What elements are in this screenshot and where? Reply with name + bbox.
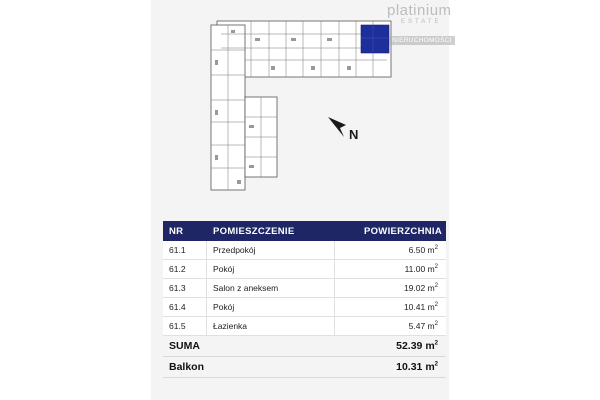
north-label: N xyxy=(349,127,359,142)
table-row xyxy=(163,279,446,298)
row-room: Salon z aneksem xyxy=(207,279,335,297)
summary-row xyxy=(163,357,446,378)
table-summary xyxy=(163,336,446,378)
row-area: 11.00 $m^2$ xyxy=(404,264,438,274)
watermark-logo xyxy=(365,2,453,46)
row-room: Pokój xyxy=(207,298,335,316)
row-room: Łazienka xyxy=(207,317,335,335)
watermark-tag: NIERUCHOMOŚCI xyxy=(389,36,455,45)
table-row xyxy=(163,317,446,336)
row-room: Przedpokój xyxy=(207,241,335,259)
table-row xyxy=(163,298,446,317)
table-body xyxy=(163,241,446,336)
table-header xyxy=(163,221,446,241)
row-nr: 61.4 xyxy=(163,298,207,316)
table-row xyxy=(163,241,446,260)
row-nr: 61.3 xyxy=(163,279,207,297)
header-room: POMIESZCZENIE xyxy=(213,225,295,237)
header-area: POWIERZCHNIA xyxy=(363,225,442,237)
watermark-estate: ESTATE xyxy=(401,19,442,25)
north-arrow-icon xyxy=(328,117,346,137)
row-nr: 61.5 xyxy=(163,317,207,335)
row-nr: 61.1 xyxy=(163,241,207,259)
row-room: Pokój xyxy=(207,260,335,278)
row-nr: 61.2 xyxy=(163,260,207,278)
summary-area: 52.39 $m^2$ xyxy=(396,340,438,352)
area-table xyxy=(163,221,446,378)
row-area: 10.41 $m^2$ xyxy=(403,302,438,312)
row-area: 19.02 $m^2$ xyxy=(403,283,438,293)
row-area: 6.50 $m^2$ xyxy=(408,245,438,255)
row-area: 5.47 $m^2$ xyxy=(408,321,438,331)
summary-row xyxy=(163,336,446,357)
table-row xyxy=(163,260,446,279)
summary-area: 10.31 $m^2$ xyxy=(396,361,438,373)
summary-label: SUMA xyxy=(169,340,200,352)
summary-label: Balkon xyxy=(169,361,205,373)
header-nr: NR xyxy=(169,225,184,237)
watermark-brand: platinium xyxy=(387,2,452,19)
